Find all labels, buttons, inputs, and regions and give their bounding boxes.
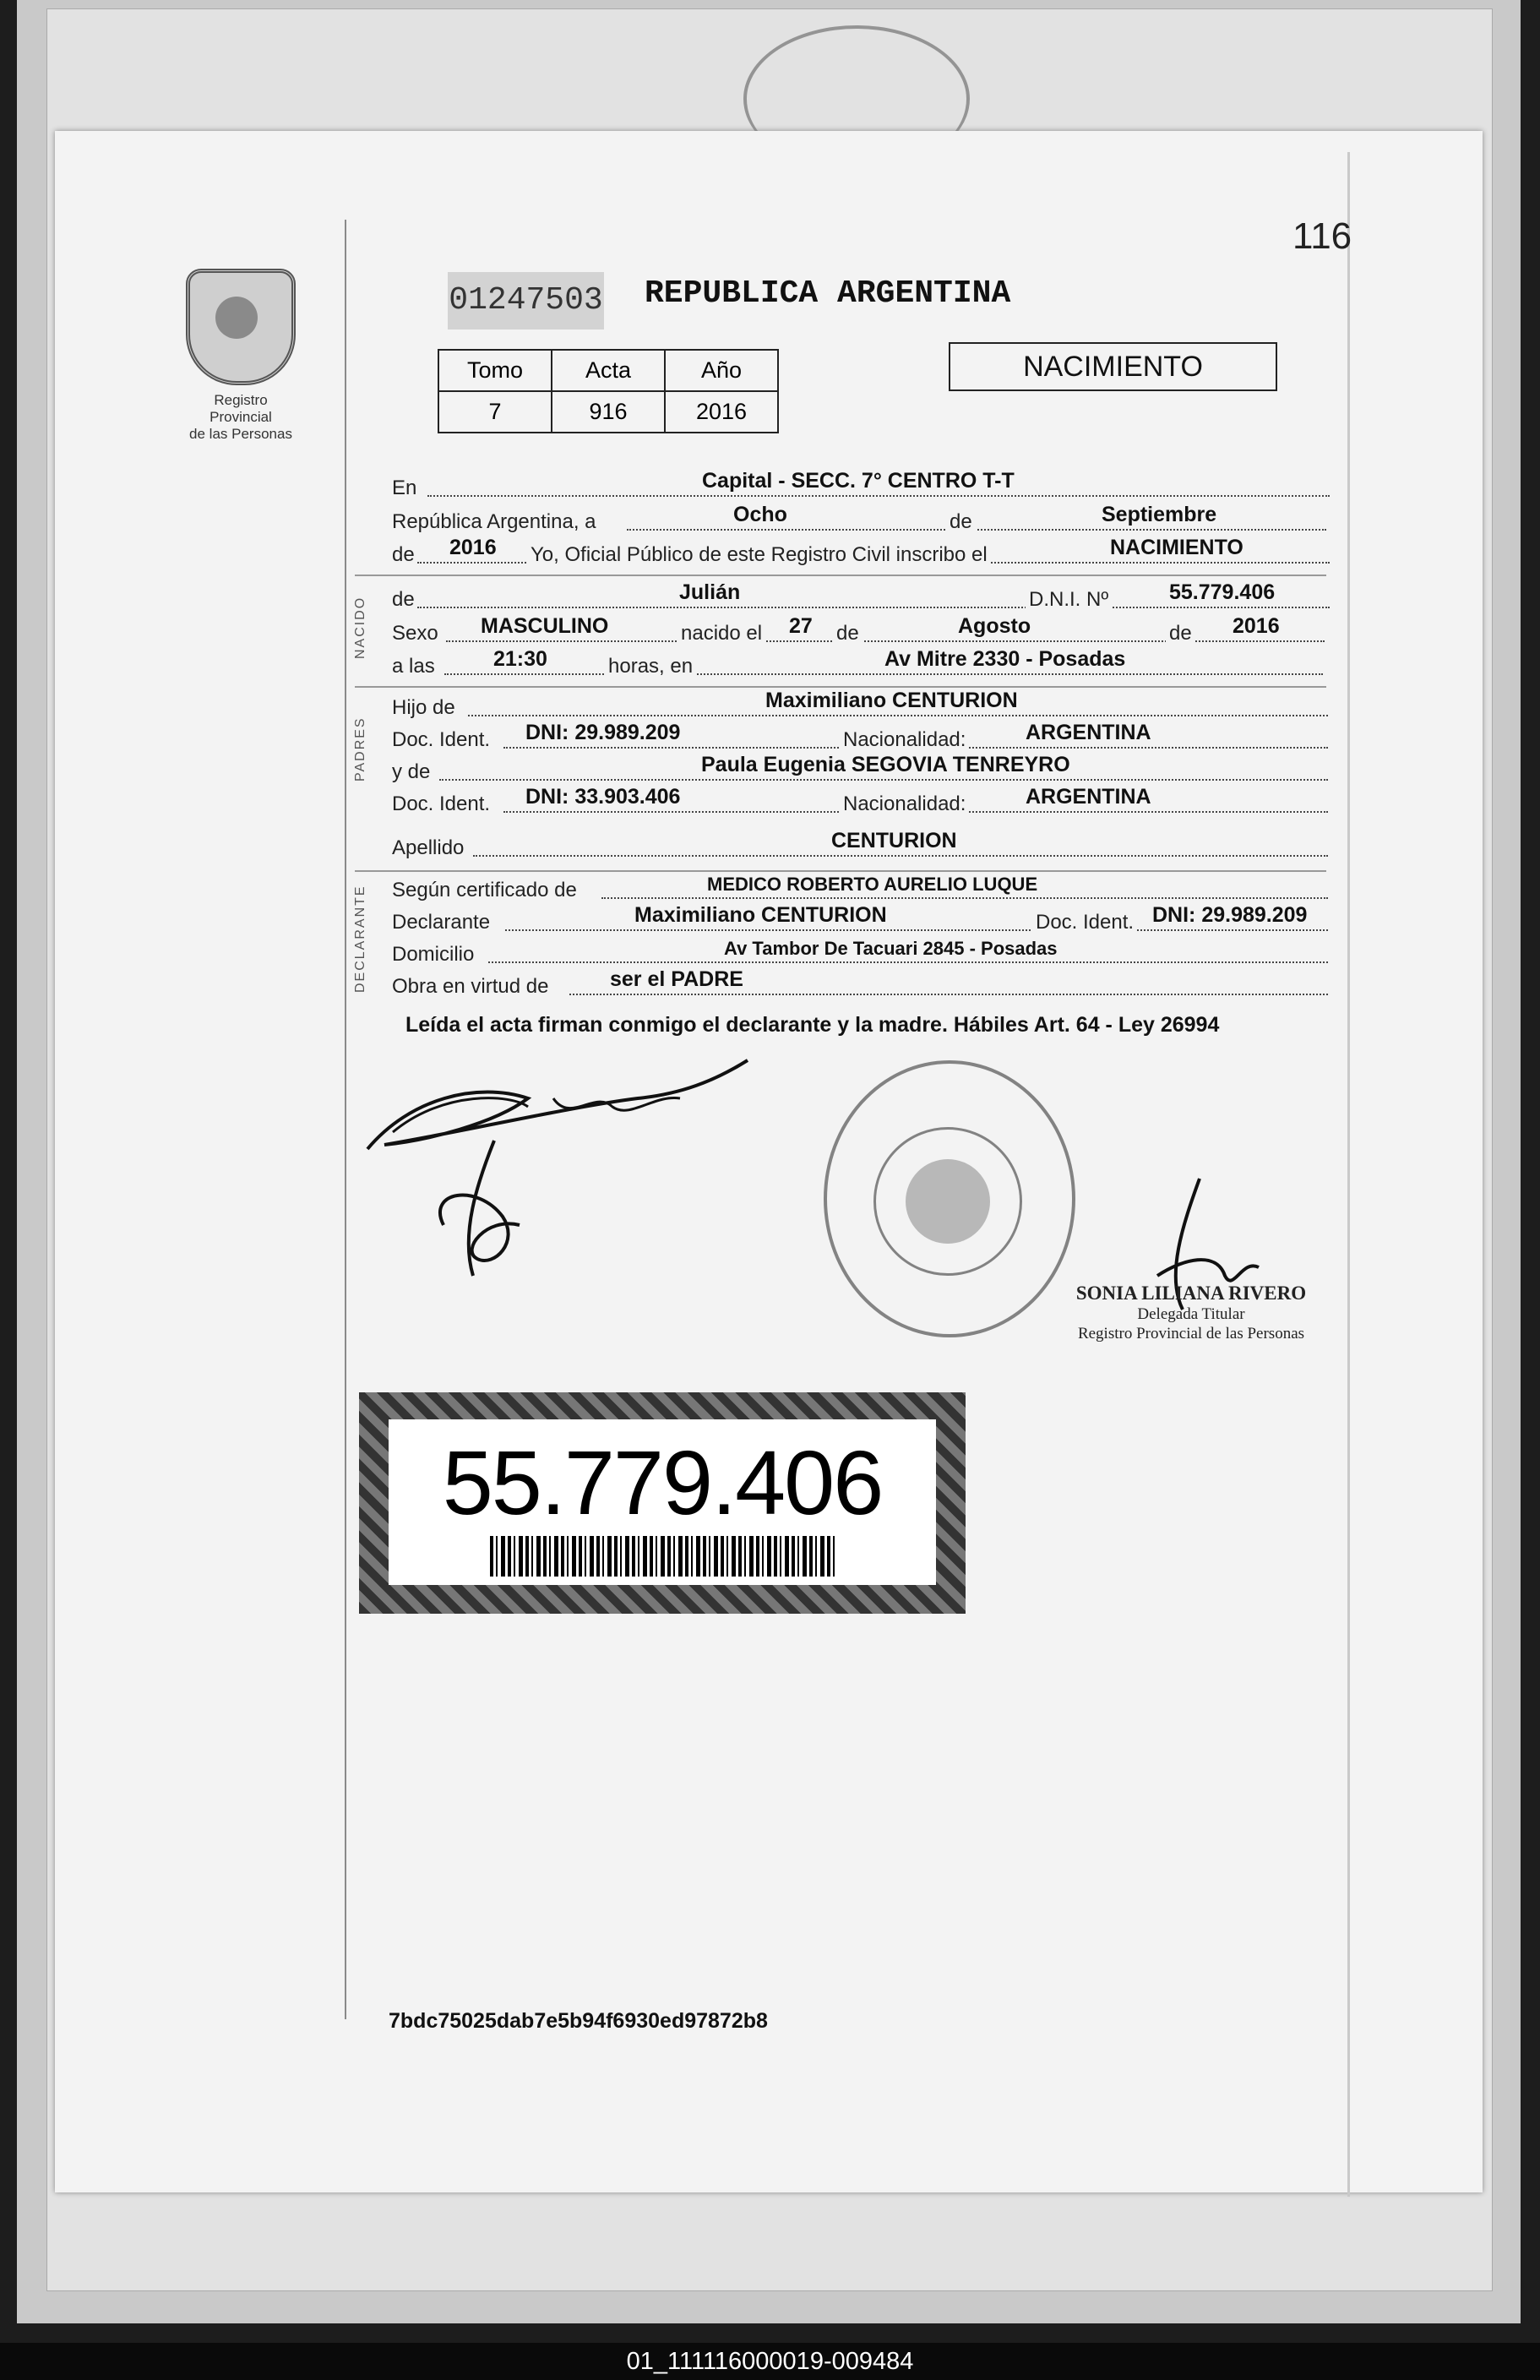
sexo-label: Sexo (392, 622, 438, 645)
hijo-label: Hijo de (392, 696, 455, 719)
mother-signature (427, 1132, 553, 1284)
official-stamp (1052, 1283, 1330, 1343)
birth-time-value: 21:30 (493, 647, 547, 671)
barcode-icon (490, 1536, 836, 1577)
row-obra (392, 967, 1330, 1000)
nacido-label: nacido el (677, 622, 765, 645)
logo-caption-line1: Registro Provincial (210, 392, 272, 425)
mother-name-value: Paula Eugenia SEGOVIA TENREYRO (701, 753, 1070, 776)
province-shield-icon (186, 269, 296, 385)
declarante-doc-label: Doc. Ident. (1032, 911, 1137, 934)
row-mother-doc (392, 787, 1330, 818)
row-sexo (392, 614, 1330, 647)
section-padres: PADRES (353, 716, 367, 782)
declarant-signature (359, 1048, 756, 1166)
serial-number: 01247503 (448, 272, 604, 329)
yde-label: y de (392, 760, 431, 783)
page-number: 116 (1292, 215, 1352, 257)
father-nat-value: ARGENTINA (1026, 721, 1151, 744)
row-mother (392, 755, 1330, 786)
father-doc-label: Doc. Ident. (392, 728, 491, 751)
year-value: 2016 (449, 536, 497, 559)
declarante-label: Declarante (392, 911, 491, 934)
inscribo-value: NACIMIENTO (1110, 536, 1243, 559)
obra-label: Obra en virtud de (392, 975, 549, 998)
mother-nat-value: ARGENTINA (1026, 785, 1151, 809)
row-certificado (392, 874, 1330, 904)
row-father-doc (392, 723, 1330, 754)
registry-seal (824, 1060, 1075, 1337)
mother-doc-label: Doc. Ident. (392, 792, 491, 815)
mother-nat-label: Nacionalidad: (840, 792, 969, 816)
document-hash: 7bdc75025dab7e5b94f6930ed97872b8 (389, 2009, 768, 2033)
record-value-acta: 916 (552, 391, 665, 433)
dni-label: D.N.I. Nº (1026, 588, 1112, 612)
child-dni-value: 55.779.406 (1169, 580, 1276, 604)
row-apellido (392, 831, 1330, 862)
scan-footer-id: 01_111116000019-009484 (0, 2343, 1540, 2380)
row-name (392, 580, 1330, 613)
certificado-label: Según certificado de (392, 879, 577, 901)
birth-de-label: de (833, 622, 863, 645)
year-prefix: de (392, 543, 415, 566)
name-label: de (392, 588, 415, 611)
republica-label: República Argentina, a (392, 510, 596, 533)
apellido-label: Apellido (392, 836, 465, 859)
record-type-box: NACIMIENTO (949, 342, 1277, 391)
father-doc-value: DNI: 29.989.209 (525, 721, 681, 744)
barcode-number: 55.779.406 (442, 1431, 883, 1533)
domicilio-label: Domicilio (392, 943, 475, 966)
certificado-value: MEDICO ROBERTO AURELIO LUQUE (707, 874, 1038, 895)
record-value-tomo: 7 (438, 391, 552, 433)
section-declarante: DECLARANTE (353, 885, 367, 993)
sexo-value: MASCULINO (481, 614, 609, 638)
birth-month-value: Agosto (958, 614, 1031, 638)
birth-day-value: 27 (789, 614, 813, 638)
row-domicilio (392, 938, 1330, 968)
declarante-doc-value: DNI: 29.989.209 (1152, 903, 1308, 927)
row-inscribo (392, 538, 1330, 569)
month-value: Septiembre (1102, 503, 1217, 526)
row-time (392, 647, 1330, 680)
father-name-value: Maximiliano CENTURION (765, 689, 1018, 712)
birth-year-value: 2016 (1233, 614, 1280, 638)
margin-line (345, 220, 346, 2019)
mother-doc-value: DNI: 33.903.406 (525, 785, 681, 809)
row-en (392, 471, 1330, 502)
declarante-value: Maximiliano CENTURION (634, 903, 887, 927)
child-name-value: Julián (679, 580, 741, 604)
row-date (392, 505, 1330, 536)
row-father (392, 691, 1330, 722)
record-header-anio: Año (665, 350, 778, 391)
en-label: En (392, 477, 417, 499)
barcode-sticker (359, 1392, 966, 1614)
record-header-acta: Acta (552, 350, 665, 391)
horas-label: horas, en (605, 655, 696, 678)
birth-year-label: de (1166, 622, 1195, 645)
document-title: REPUBLICA ARGENTINA (645, 275, 1011, 312)
logo-caption-line2: de las Personas (189, 426, 292, 442)
official-office: Registro Provincial de las Personas (1077, 1325, 1305, 1342)
record-header-tomo: Tomo (438, 350, 552, 391)
birth-place-value: Av Mitre 2330 - Posadas (884, 647, 1126, 671)
day-value: Ocho (733, 503, 787, 526)
record-table (438, 349, 779, 433)
row-declarante (392, 903, 1330, 936)
closing-statement: Leída el acta firman conmigo el declarante y la madre. Hábiles Art. 64 - Ley 26994 (405, 1013, 1220, 1037)
alas-label: a las (392, 655, 435, 678)
location-value: Capital - SECC. 7° CENTRO T-T (702, 469, 1015, 493)
father-nat-label: Nacionalidad: (840, 728, 969, 752)
apellido-value: CENTURION (831, 829, 957, 852)
page-edge-line (1347, 152, 1350, 2197)
de-label: de (946, 510, 976, 534)
seal-emblem-icon (906, 1159, 990, 1244)
official-title: Delegada Titular (1137, 1305, 1245, 1323)
official-name: SONIA LILIANA RIVERO (1075, 1283, 1307, 1304)
record-value-anio: 2016 (665, 391, 778, 433)
domicilio-value: Av Tambor De Tacuari 2845 - Posadas (724, 938, 1058, 959)
section-nacido: NACIDO (353, 596, 367, 659)
registry-logo (182, 269, 300, 443)
inscribo-text: Yo, Oficial Público de este Registro Civil inscribo el (527, 543, 991, 567)
obra-value: ser el PADRE (610, 967, 743, 991)
